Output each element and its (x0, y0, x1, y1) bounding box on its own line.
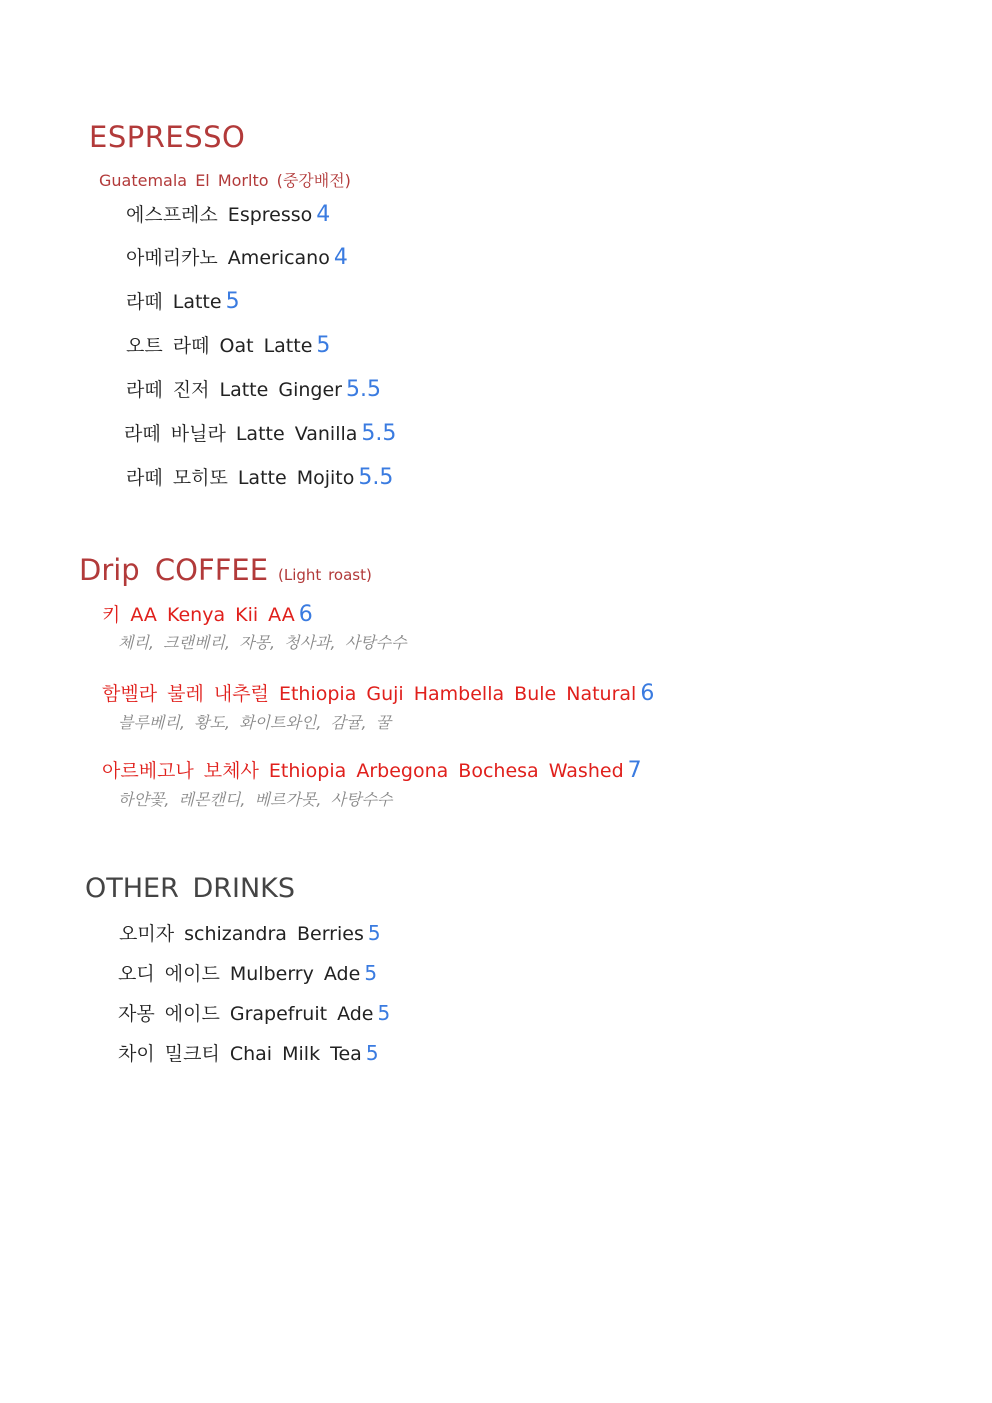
menu-item-price: 5.5 (358, 465, 394, 490)
menu-item (126, 331, 330, 358)
espresso-heading: ESPRESSO (89, 120, 246, 154)
menu-item-name: 라떼 진저 Latte Ginger (126, 379, 342, 401)
drip-item (102, 756, 642, 783)
menu-item-name: 라떼 Latte (126, 291, 222, 313)
drip-item (102, 679, 654, 706)
menu-item-price: 5.5 (361, 421, 397, 446)
menu-item-price: 5 (225, 289, 240, 314)
drip-item-price: 7 (627, 758, 642, 783)
menu-item (124, 419, 396, 446)
menu-item-price: 5.5 (345, 377, 381, 402)
menu-item (126, 287, 240, 314)
drip-item-name: 아르베고나 보체사 Ethiopia Arbegona Bochesa Washed (102, 760, 624, 782)
menu-item (118, 999, 390, 1026)
menu-item-name: 아메리카노 Americano (126, 247, 330, 269)
menu-item-name: 오트 라떼 Oat Latte (126, 335, 313, 357)
menu-item-price: 4 (333, 245, 348, 270)
menu-item-name: 오미자 schizandra Berries (119, 923, 364, 945)
tasting-notes: 블루베리, 황도, 화이트와인, 감귤, 꿀 (118, 713, 392, 732)
menu-item-name: 라떼 모히또 Latte Mojito (126, 467, 355, 489)
menu-item (126, 243, 348, 270)
drip-title: Drip COFFEE (79, 553, 269, 587)
drip-heading (79, 553, 372, 587)
menu-item (126, 463, 393, 490)
tasting-notes: 하얀꽃, 레몬캔디, 베르가못, 사탕수수 (118, 790, 393, 809)
espresso-bean: Guatemala El Morlto (중강배전) (99, 171, 351, 190)
menu-item-name: 에스프레소 Espresso (126, 204, 313, 226)
menu-item (126, 200, 330, 227)
menu-item-price: 5 (365, 1041, 379, 1065)
drip-roast-note: (Light roast) (278, 566, 372, 584)
menu-item (118, 1039, 379, 1066)
menu-item-price: 5 (316, 333, 331, 358)
menu-item (126, 375, 381, 402)
menu-item (118, 959, 377, 986)
menu-item-name: 라떼 바닐라 Latte Vanilla (124, 423, 358, 445)
drip-item (102, 600, 313, 627)
menu-item-name: 자몽 에이드 Grapefruit Ade (118, 1003, 374, 1025)
drip-item-price: 6 (298, 602, 313, 627)
menu-item-price: 4 (316, 202, 331, 227)
menu-item-name: 차이 밀크티 Chai Milk Tea (118, 1043, 362, 1065)
drip-item-name: 키 AA Kenya Kii AA (102, 604, 295, 626)
other-drinks-heading: OTHER DRINKS (85, 873, 296, 904)
drip-item-name: 함벨라 불레 내추럴 Ethiopia Guji Hambella Bule Natural (102, 683, 637, 705)
menu-item (119, 919, 381, 946)
tasting-notes: 체리, 크랜베리, 자몽, 청사과, 사탕수수 (118, 633, 407, 652)
drip-item-price: 6 (640, 681, 655, 706)
menu-item-name: 오디 에이드 Mulberry Ade (118, 963, 361, 985)
menu-item-price: 5 (367, 921, 381, 945)
menu-item-price: 5 (364, 961, 378, 985)
menu-item-price: 5 (377, 1001, 391, 1025)
